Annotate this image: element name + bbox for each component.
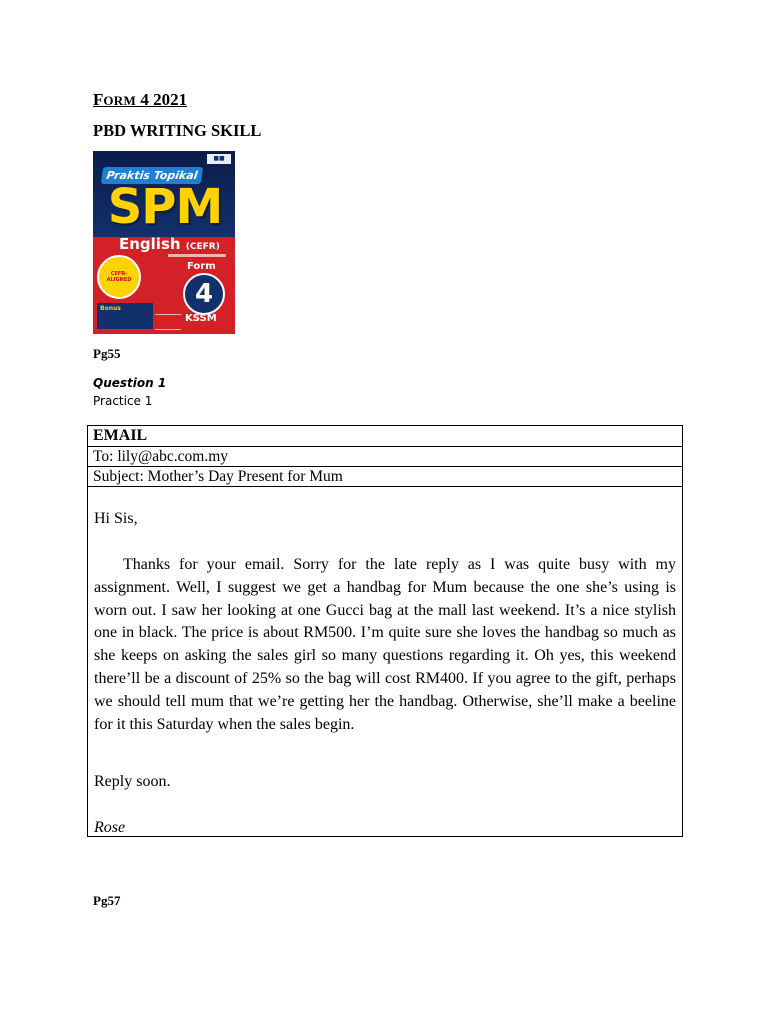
email-to: To: lily@abc.com.my [88, 447, 682, 467]
cover-subject-cefr: (CEFR) [185, 242, 220, 252]
cover-subject-name: English [119, 235, 181, 253]
email-paragraph: Thanks for your email. Sorry for the late reply as I was quite busy with my assignment. Well, I suggest we get a handbag for Mum because the one she’s using is worn out. I saw her looking at one Gucci bag at the mall last weekend. It’s a nice stylish one in black. The price is about RM500. I’m quite sure she loves the handbag so much as she keeps on asking the sales girl so many questions regarding it. Oh yes, this weekend there’ll be a discount of 25% so the bag will cost RM400. If you agree to the gift, perhaps we should tell mum that we’re getting her the handbag. Otherwise, she’ll make a beeline for it this Saturday when the sales begin. [94, 556, 676, 733]
question-label: Question 1 [93, 376, 167, 390]
page-title: PBD WRITING SKILL [93, 121, 262, 140]
email-signature: Rose [94, 819, 126, 836]
book-cover-image [93, 151, 235, 334]
publisher-logo-icon: ■■ [207, 154, 231, 164]
cefr-badge-icon: CEFR-ALIGNED [97, 255, 141, 299]
form-heading-year: 4 2021 [136, 90, 188, 109]
cover-small-print [168, 254, 226, 257]
page-ref-first: Pg55 [93, 346, 121, 361]
form-heading-smallcaps: ORM [103, 93, 137, 108]
form-heading-initial: F [93, 90, 104, 109]
cover-subject [119, 235, 220, 253]
email-greeting: Hi Sis, [94, 510, 138, 527]
page-ref-second: Pg57 [93, 893, 121, 908]
cover-form-number: 4 [183, 273, 225, 315]
cover-series-title: Praktis Topikal [101, 167, 203, 184]
cover-bonus-box: Bonus [97, 303, 153, 329]
email-subject: Subject: Mother’s Day Present for Mum [88, 467, 682, 487]
email-header: EMAIL [88, 426, 682, 447]
cover-form-label: Form [187, 261, 216, 272]
cover-spm-title: SPM [107, 179, 223, 235]
email-closing: Reply soon. [94, 773, 171, 790]
cover-authors [155, 314, 181, 330]
email-table [87, 425, 683, 837]
cover-kssm-label: KSSM [185, 313, 217, 324]
practice-label: Practice 1 [93, 394, 153, 408]
form-heading [93, 90, 187, 110]
